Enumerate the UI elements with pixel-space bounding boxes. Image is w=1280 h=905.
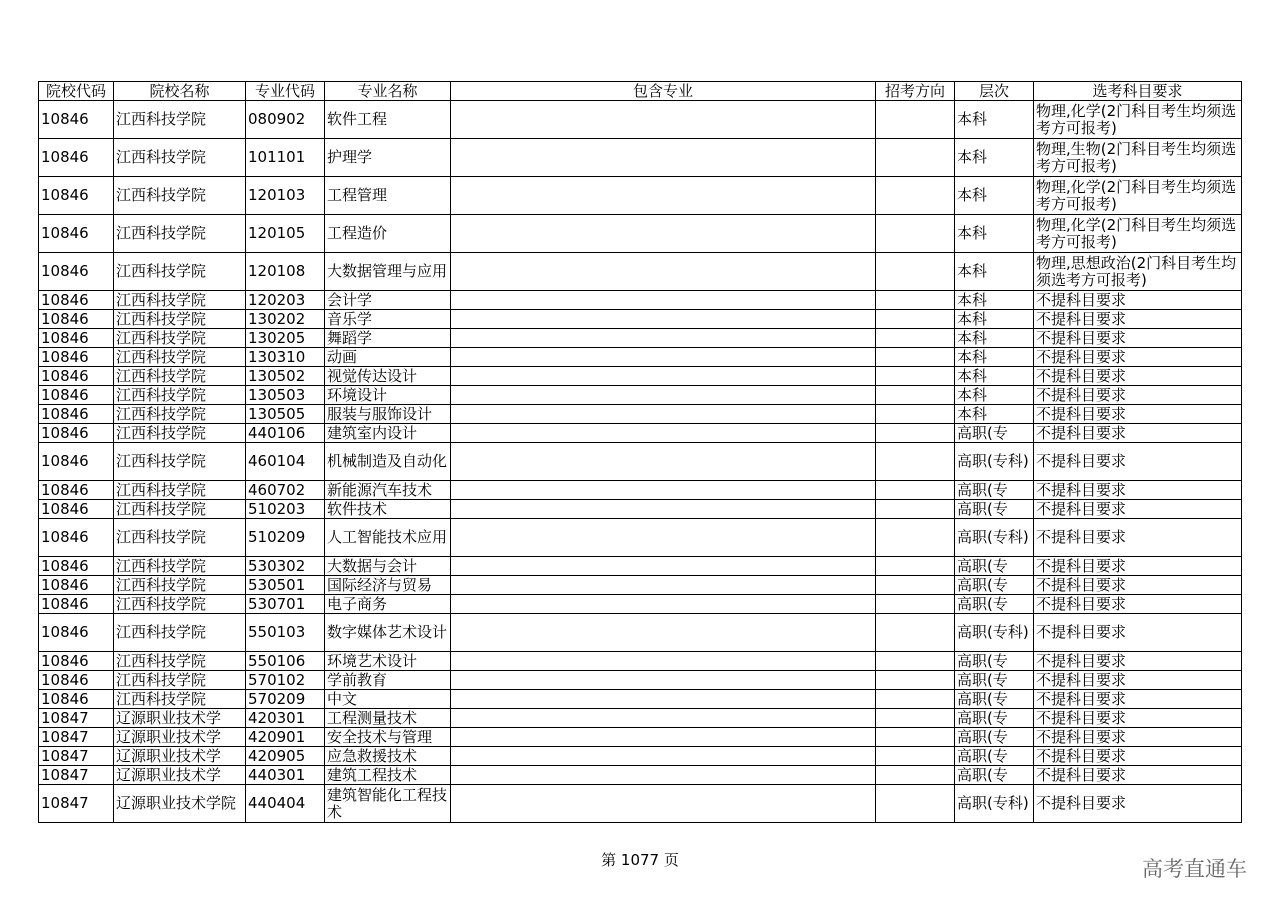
school-code-cell: 10847 [39,766,114,785]
school-code-cell: 10846 [39,443,114,481]
direction-cell [876,747,955,766]
header-subject-requirement: 选考科目要求 [1034,82,1242,101]
school-code-cell: 10846 [39,576,114,595]
table-row [39,728,1242,747]
subject-requirement-cell: 不提科目要求 [1034,709,1242,728]
table-row [39,348,1242,367]
major-code-cell: 420301 [246,709,325,728]
major-code-cell: 570209 [246,690,325,709]
included-majors-cell [451,310,876,329]
subject-requirement-cell: 不提科目要求 [1034,671,1242,690]
table-row [39,101,1242,139]
direction-cell [876,139,955,177]
school-name-cell: 辽源职业技术学院 [114,785,246,823]
included-majors-cell [451,671,876,690]
school-code-cell: 10846 [39,652,114,671]
major-code-cell: 550103 [246,614,325,652]
included-majors-cell [451,405,876,424]
subject-requirement-cell: 不提科目要求 [1034,595,1242,614]
table-row [39,766,1242,785]
table-row [39,291,1242,310]
included-majors-cell [451,519,876,557]
watermark: 高考直通车 [1142,857,1247,881]
included-majors-cell [451,747,876,766]
major-name-cell: 建筑室内设计 [325,424,451,443]
school-name-cell: 江西科技学院 [114,500,246,519]
school-code-cell: 10846 [39,690,114,709]
level-cell: 本科 [955,101,1034,139]
table-row [39,310,1242,329]
major-name-cell: 大数据与会计 [325,557,451,576]
level-cell: 高职(专 [955,595,1034,614]
included-majors-cell [451,614,876,652]
major-code-cell: 130503 [246,386,325,405]
major-code-cell: 440106 [246,424,325,443]
subject-requirement-cell: 物理,思想政治(2门科目考生均须选考方可报考) [1034,253,1242,291]
major-name-cell: 建筑工程技术 [325,766,451,785]
direction-cell [876,709,955,728]
table-row [39,405,1242,424]
included-majors-cell [451,481,876,500]
table-row [39,215,1242,253]
included-majors-cell [451,557,876,576]
level-cell: 本科 [955,405,1034,424]
school-name-cell: 江西科技学院 [114,329,246,348]
school-name-cell: 江西科技学院 [114,481,246,500]
table-row [39,329,1242,348]
school-name-cell: 辽源职业技术学 [114,709,246,728]
table-body [39,101,1242,823]
table-row [39,367,1242,386]
major-code-cell: 120105 [246,215,325,253]
major-name-cell: 护理学 [325,139,451,177]
level-cell: 高职(专 [955,728,1034,747]
school-name-cell: 江西科技学院 [114,424,246,443]
table-row [39,671,1242,690]
direction-cell [876,329,955,348]
major-name-cell: 新能源汽车技术 [325,481,451,500]
school-name-cell: 江西科技学院 [114,367,246,386]
direction-cell [876,766,955,785]
subject-requirement-cell: 不提科目要求 [1034,291,1242,310]
level-cell: 本科 [955,139,1034,177]
school-code-cell: 10846 [39,671,114,690]
included-majors-cell [451,139,876,177]
level-cell: 高职(专 [955,481,1034,500]
direction-cell [876,728,955,747]
school-name-cell: 江西科技学院 [114,405,246,424]
subject-requirement-cell: 物理,生物(2门科目考生均须选考方可报考) [1034,139,1242,177]
major-code-cell: 130505 [246,405,325,424]
table-row [39,557,1242,576]
major-name-cell: 音乐学 [325,310,451,329]
header-school-code: 院校代码 [39,82,114,101]
school-name-cell: 江西科技学院 [114,557,246,576]
level-cell: 本科 [955,310,1034,329]
major-name-cell: 舞蹈学 [325,329,451,348]
direction-cell [876,557,955,576]
table-row [39,709,1242,728]
major-name-cell: 应急救援技术 [325,747,451,766]
school-code-cell: 10846 [39,405,114,424]
table-row [39,652,1242,671]
included-majors-cell [451,291,876,310]
major-code-cell: 440301 [246,766,325,785]
subject-requirement-cell: 不提科目要求 [1034,367,1242,386]
level-cell: 高职(专科) [955,785,1034,823]
school-code-cell: 10846 [39,519,114,557]
major-code-cell: 101101 [246,139,325,177]
major-name-cell: 人工智能技术应用 [325,519,451,557]
subject-requirement-cell: 不提科目要求 [1034,405,1242,424]
header-level: 层次 [955,82,1034,101]
school-code-cell: 10847 [39,709,114,728]
included-majors-cell [451,652,876,671]
school-code-cell: 10846 [39,557,114,576]
header-direction: 招考方向 [876,82,955,101]
header-school-name: 院校名称 [114,82,246,101]
school-code-cell: 10846 [39,139,114,177]
subject-requirement-cell: 不提科目要求 [1034,766,1242,785]
major-code-cell: 130310 [246,348,325,367]
table-row [39,500,1242,519]
major-code-cell: 530501 [246,576,325,595]
school-name-cell: 江西科技学院 [114,443,246,481]
major-code-cell: 130202 [246,310,325,329]
school-name-cell: 江西科技学院 [114,576,246,595]
direction-cell [876,614,955,652]
table-row [39,386,1242,405]
school-name-cell: 江西科技学院 [114,177,246,215]
included-majors-cell [451,766,876,785]
included-majors-cell [451,253,876,291]
included-majors-cell [451,576,876,595]
subject-requirement-cell: 物理,化学(2门科目考生均须选考方可报考) [1034,215,1242,253]
included-majors-cell [451,424,876,443]
included-majors-cell [451,329,876,348]
major-code-cell: 460104 [246,443,325,481]
table-row [39,519,1242,557]
level-cell: 本科 [955,291,1034,310]
subject-requirement-cell: 不提科目要求 [1034,614,1242,652]
school-code-cell: 10847 [39,747,114,766]
major-code-cell: 550106 [246,652,325,671]
major-code-cell: 530701 [246,595,325,614]
major-code-cell: 440404 [246,785,325,823]
level-cell: 高职(专 [955,652,1034,671]
major-code-cell: 570102 [246,671,325,690]
major-name-cell: 电子商务 [325,595,451,614]
table-header-row [39,82,1242,101]
direction-cell [876,101,955,139]
school-name-cell: 江西科技学院 [114,310,246,329]
school-name-cell: 江西科技学院 [114,101,246,139]
header-major-name: 专业名称 [325,82,451,101]
subject-requirement-cell: 不提科目要求 [1034,386,1242,405]
direction-cell [876,348,955,367]
table-row [39,595,1242,614]
major-name-cell: 安全技术与管理 [325,728,451,747]
table-row [39,690,1242,709]
major-name-cell: 服装与服饰设计 [325,405,451,424]
school-code-cell: 10847 [39,728,114,747]
school-name-cell: 江西科技学院 [114,291,246,310]
school-name-cell: 江西科技学院 [114,348,246,367]
major-code-cell: 130205 [246,329,325,348]
major-code-cell: 130502 [246,367,325,386]
level-cell: 高职(专科) [955,614,1034,652]
direction-cell [876,481,955,500]
subject-requirement-cell: 不提科目要求 [1034,424,1242,443]
included-majors-cell [451,728,876,747]
subject-requirement-cell: 不提科目要求 [1034,728,1242,747]
header-major-code: 专业代码 [246,82,325,101]
school-code-cell: 10846 [39,614,114,652]
subject-requirement-cell: 不提科目要求 [1034,500,1242,519]
major-name-cell: 数字媒体艺术设计 [325,614,451,652]
included-majors-cell [451,690,876,709]
subject-requirement-cell: 不提科目要求 [1034,652,1242,671]
school-name-cell: 辽源职业技术学 [114,728,246,747]
table-row [39,747,1242,766]
level-cell: 本科 [955,386,1034,405]
direction-cell [876,443,955,481]
table-row [39,576,1242,595]
major-code-cell: 460702 [246,481,325,500]
major-name-cell: 软件技术 [325,500,451,519]
school-name-cell: 江西科技学院 [114,652,246,671]
included-majors-cell [451,443,876,481]
direction-cell [876,500,955,519]
major-name-cell: 工程造价 [325,215,451,253]
major-name-cell: 会计学 [325,291,451,310]
school-code-cell: 10846 [39,215,114,253]
direction-cell [876,595,955,614]
level-cell: 本科 [955,348,1034,367]
subject-requirement-cell: 不提科目要求 [1034,443,1242,481]
direction-cell [876,652,955,671]
direction-cell [876,215,955,253]
level-cell: 本科 [955,253,1034,291]
subject-requirement-cell: 不提科目要求 [1034,329,1242,348]
direction-cell [876,386,955,405]
school-code-cell: 10846 [39,424,114,443]
major-code-cell: 120203 [246,291,325,310]
major-name-cell: 环境设计 [325,386,451,405]
direction-cell [876,690,955,709]
subject-requirement-cell: 不提科目要求 [1034,576,1242,595]
direction-cell [876,519,955,557]
direction-cell [876,785,955,823]
major-code-cell: 510203 [246,500,325,519]
table-row [39,424,1242,443]
major-name-cell: 软件工程 [325,101,451,139]
included-majors-cell [451,785,876,823]
major-name-cell: 学前教育 [325,671,451,690]
major-name-cell: 视觉传达设计 [325,367,451,386]
level-cell: 本科 [955,367,1034,386]
included-majors-cell [451,709,876,728]
subject-requirement-cell: 不提科目要求 [1034,310,1242,329]
major-name-cell: 环境艺术设计 [325,652,451,671]
major-name-cell: 中文 [325,690,451,709]
school-code-cell: 10846 [39,348,114,367]
included-majors-cell [451,595,876,614]
school-name-cell: 江西科技学院 [114,386,246,405]
school-name-cell: 江西科技学院 [114,253,246,291]
level-cell: 高职(专 [955,747,1034,766]
admissions-table [38,81,1242,823]
subject-requirement-cell: 不提科目要求 [1034,481,1242,500]
subject-requirement-cell: 不提科目要求 [1034,348,1242,367]
major-name-cell: 大数据管理与应用 [325,253,451,291]
major-code-cell: 420905 [246,747,325,766]
direction-cell [876,310,955,329]
school-name-cell: 江西科技学院 [114,519,246,557]
school-code-cell: 10846 [39,310,114,329]
major-code-cell: 080902 [246,101,325,139]
level-cell: 高职(专 [955,557,1034,576]
school-name-cell: 辽源职业技术学 [114,747,246,766]
included-majors-cell [451,500,876,519]
direction-cell [876,253,955,291]
included-majors-cell [451,101,876,139]
school-name-cell: 江西科技学院 [114,690,246,709]
table-row [39,139,1242,177]
table-row [39,614,1242,652]
included-majors-cell [451,367,876,386]
subject-requirement-cell: 不提科目要求 [1034,785,1242,823]
level-cell: 本科 [955,329,1034,348]
school-name-cell: 江西科技学院 [114,139,246,177]
direction-cell [876,671,955,690]
school-code-cell: 10846 [39,291,114,310]
school-code-cell: 10846 [39,253,114,291]
major-code-cell: 120108 [246,253,325,291]
included-majors-cell [451,348,876,367]
level-cell: 高职(专 [955,690,1034,709]
direction-cell [876,576,955,595]
school-code-cell: 10846 [39,595,114,614]
level-cell: 高职(专 [955,576,1034,595]
table-row [39,481,1242,500]
subject-requirement-cell: 不提科目要求 [1034,557,1242,576]
school-code-cell: 10846 [39,481,114,500]
table-row [39,443,1242,481]
included-majors-cell [451,386,876,405]
school-code-cell: 10846 [39,329,114,348]
direction-cell [876,424,955,443]
major-name-cell: 工程管理 [325,177,451,215]
subject-requirement-cell: 不提科目要求 [1034,747,1242,766]
major-name-cell: 工程测量技术 [325,709,451,728]
school-name-cell: 江西科技学院 [114,671,246,690]
major-name-cell: 国际经济与贸易 [325,576,451,595]
level-cell: 高职(专 [955,671,1034,690]
school-name-cell: 江西科技学院 [114,215,246,253]
subject-requirement-cell: 物理,化学(2门科目考生均须选考方可报考) [1034,101,1242,139]
subject-requirement-cell: 不提科目要求 [1034,690,1242,709]
direction-cell [876,367,955,386]
table-row [39,253,1242,291]
major-code-cell: 530302 [246,557,325,576]
school-code-cell: 10846 [39,101,114,139]
school-name-cell: 辽源职业技术学 [114,766,246,785]
major-name-cell: 建筑智能化工程技术 [325,785,451,823]
subject-requirement-cell: 物理,化学(2门科目考生均须选考方可报考) [1034,177,1242,215]
level-cell: 本科 [955,177,1034,215]
school-name-cell: 江西科技学院 [114,595,246,614]
subject-requirement-cell: 不提科目要求 [1034,519,1242,557]
major-name-cell: 动画 [325,348,451,367]
major-code-cell: 420901 [246,728,325,747]
major-name-cell: 机械制造及自动化 [325,443,451,481]
school-name-cell: 江西科技学院 [114,614,246,652]
level-cell: 高职(专科) [955,519,1034,557]
level-cell: 高职(专 [955,500,1034,519]
table-row [39,785,1242,823]
direction-cell [876,405,955,424]
level-cell: 高职(专 [955,709,1034,728]
school-code-cell: 10846 [39,386,114,405]
included-majors-cell [451,215,876,253]
school-code-cell: 10846 [39,500,114,519]
direction-cell [876,291,955,310]
level-cell: 高职(专 [955,424,1034,443]
school-code-cell: 10846 [39,367,114,386]
school-code-cell: 10846 [39,177,114,215]
level-cell: 高职(专科) [955,443,1034,481]
page-number: 第 1077 页 [601,851,679,869]
major-code-cell: 510209 [246,519,325,557]
level-cell: 高职(专 [955,766,1034,785]
school-code-cell: 10847 [39,785,114,823]
level-cell: 本科 [955,215,1034,253]
major-code-cell: 120103 [246,177,325,215]
direction-cell [876,177,955,215]
header-included-majors: 包含专业 [451,82,876,101]
table-row [39,177,1242,215]
included-majors-cell [451,177,876,215]
